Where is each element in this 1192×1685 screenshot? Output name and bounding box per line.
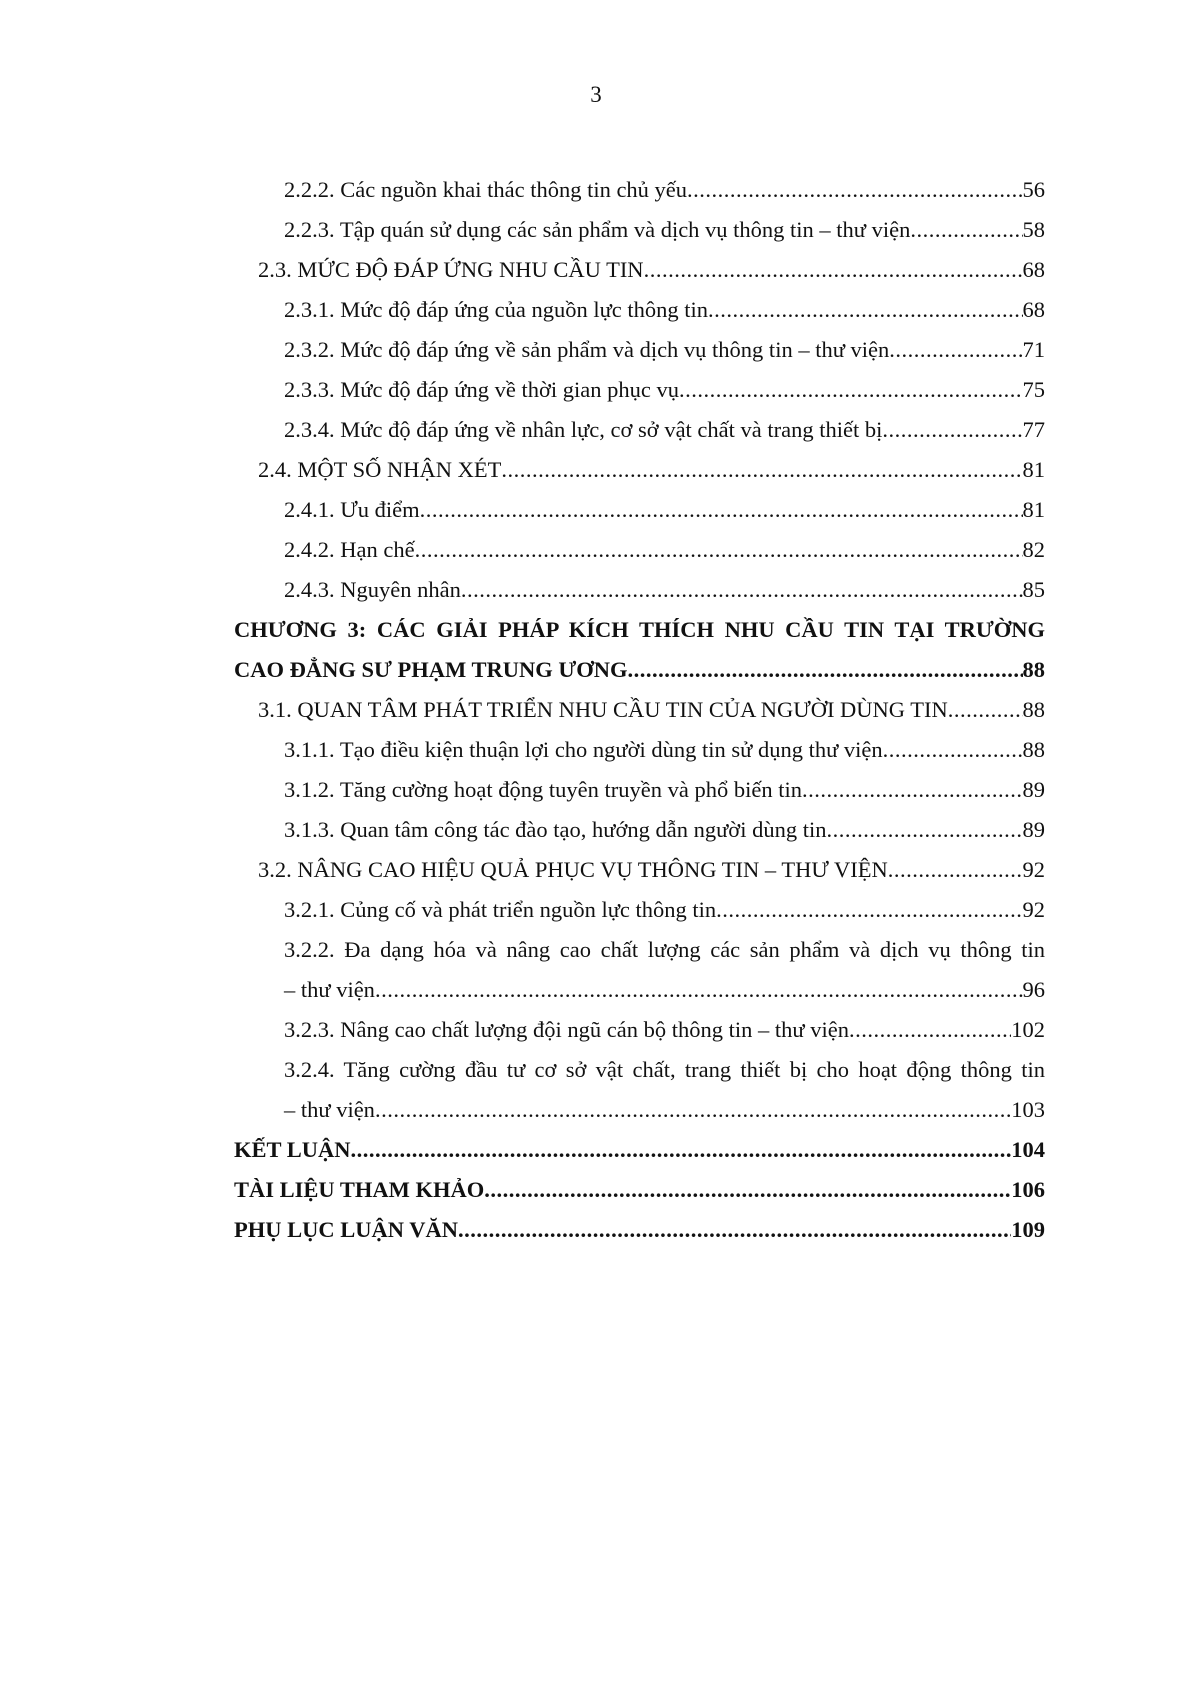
toc-entry-title: 3.1.2. Tăng cường hoạt động tuyên truyền và phổ biến tin	[284, 777, 802, 802]
toc-entry	[234, 1217, 1045, 1257]
toc-dot-leader	[687, 177, 1022, 203]
toc-entry	[234, 297, 1045, 337]
toc-entry-title: 3.1.1. Tạo điều kiện thuận lợi cho người dùng tin sử dụng thư viện	[284, 737, 883, 762]
toc-entry-page: 106	[1011, 1177, 1045, 1202]
toc-entry	[234, 1017, 1045, 1057]
toc-entry-title: 3.1.3. Quan tâm công tác đào tạo, hướng dẫn người dùng tin	[284, 817, 827, 842]
toc-dot-leader	[888, 857, 1023, 883]
toc-entry-page: 71	[1022, 337, 1045, 362]
toc-dot-leader	[883, 737, 1023, 763]
toc-entry-title: 3.2.1. Củng cố và phát triển nguồn lực thông tin	[284, 897, 717, 922]
toc-dot-leader	[501, 457, 1022, 483]
toc-entry	[234, 617, 1045, 657]
toc-entry	[234, 537, 1045, 577]
toc-entry-page: 81	[1022, 457, 1045, 482]
toc-entry-page: 88	[1022, 697, 1045, 722]
toc-entry-title: 3.2.2. Đa dạng hóa và nâng cao chất lượng các sản phẩm và dịch vụ thông tin	[284, 937, 1045, 962]
toc-dot-leader	[948, 697, 1023, 723]
page-number: 3	[590, 82, 602, 107]
toc-dot-leader	[708, 297, 1022, 323]
toc-dot-leader	[849, 1017, 1011, 1043]
toc-entry-page: 85	[1022, 577, 1045, 602]
toc-dot-leader	[826, 817, 1022, 843]
toc-dot-leader	[375, 1097, 1011, 1123]
toc-dot-leader	[679, 377, 1023, 403]
toc-entry-title: KẾT LUẬN	[234, 1137, 351, 1162]
toc-entry	[234, 497, 1045, 537]
toc-dot-leader	[375, 977, 1023, 1003]
toc-entry-page: 68	[1022, 297, 1045, 322]
toc-entry-title: 2.4.1. Ưu điểm	[284, 497, 420, 522]
toc-entry-page: 89	[1022, 777, 1045, 802]
toc-entry-page: 88	[1022, 737, 1045, 762]
toc-entry-page: 77	[1022, 417, 1045, 442]
toc-entry-page: 92	[1022, 857, 1045, 882]
toc-entry	[234, 897, 1045, 937]
toc-dot-leader	[458, 1217, 1011, 1243]
toc-entry-page: 82	[1022, 537, 1045, 562]
toc-entry-page: 102	[1011, 1017, 1045, 1042]
toc-entry	[234, 217, 1045, 257]
toc-entry	[234, 857, 1045, 897]
toc-entry	[234, 257, 1045, 297]
toc-dot-leader	[910, 217, 1022, 243]
toc-entry-page: 88	[1022, 657, 1045, 682]
toc-entry	[234, 337, 1045, 377]
toc-entry	[234, 937, 1045, 977]
toc-entry-title: 2.3.3. Mức độ đáp ứng về thời gian phục vụ	[284, 377, 679, 402]
toc-entry	[234, 1177, 1045, 1217]
toc-entry	[234, 377, 1045, 417]
toc-entry-title: 2.4.2. Hạn chế	[284, 537, 415, 562]
toc-entry-page: 92	[1022, 897, 1045, 922]
toc-dot-leader	[882, 417, 1022, 443]
toc-entry	[234, 777, 1045, 817]
toc-entry-title: 2.3.1. Mức độ đáp ứng của nguồn lực thông tin	[284, 297, 709, 322]
toc-entry-title: 3.1. QUAN TÂM PHÁT TRIỂN NHU CẦU TIN CỦA NGƯỜI DÙNG TIN	[258, 697, 948, 722]
table-of-contents	[234, 177, 1045, 1257]
toc-entry-title: – thư viện	[284, 1097, 375, 1122]
toc-entry-title: 2.3.4. Mức độ đáp ứng về nhân lực, cơ sở vật chất và trang thiết bị	[284, 417, 883, 442]
toc-dot-leader	[420, 497, 1023, 523]
toc-dot-leader	[802, 777, 1023, 803]
toc-entry-page: 89	[1022, 817, 1045, 842]
toc-entry	[234, 737, 1045, 777]
toc-dot-leader	[716, 897, 1022, 923]
toc-entry-page: 68	[1022, 257, 1045, 282]
toc-entry-page: 104	[1011, 1137, 1045, 1162]
toc-entry	[234, 1137, 1045, 1177]
toc-entry-title: 2.4.3. Nguyên nhân	[284, 577, 461, 602]
toc-entry	[234, 417, 1045, 457]
toc-entry-title: TÀI LIỆU THAM KHẢO	[234, 1177, 485, 1202]
toc-dot-leader	[889, 337, 1022, 363]
toc-entry-page: 75	[1022, 377, 1045, 402]
toc-entry-page: 58	[1022, 217, 1045, 242]
toc-entry-title: – thư viện	[284, 977, 375, 1002]
toc-entry-page: 81	[1022, 497, 1045, 522]
toc-entry	[234, 457, 1045, 497]
toc-entry-title: 2.2.3. Tập quán sử dụng các sản phẩm và dịch vụ thông tin – thư viện	[284, 217, 911, 242]
toc-entry-title: 2.2.2. Các nguồn khai thác thông tin chủ yếu	[284, 177, 688, 202]
toc-entry-title: 2.3. MỨC ĐỘ ĐÁP ỨNG NHU CẦU TIN	[258, 257, 644, 282]
toc-entry-title: 2.3.2. Mức độ đáp ứng về sản phẩm và dịch vụ thông tin – thư viện	[284, 337, 890, 362]
toc-entry-page: 96	[1022, 977, 1045, 1002]
toc-dot-leader	[415, 537, 1023, 563]
toc-entry-title: CAO ĐẲNG SƯ PHẠM TRUNG ƯƠNG	[234, 657, 628, 682]
toc-entry	[234, 817, 1045, 857]
toc-entry	[234, 577, 1045, 617]
toc-entry-title: CHƯƠNG 3: CÁC GIẢI PHÁP KÍCH THÍCH NHU CẦU TIN TẠI TRƯỜNG	[234, 617, 1045, 642]
toc-entry-title: 3.2. NÂNG CAO HIỆU QUẢ PHỤC VỤ THÔNG TIN – THƯ VIỆN	[258, 857, 888, 882]
toc-entry	[234, 177, 1045, 217]
toc-entry-page: 109	[1011, 1217, 1045, 1242]
toc-dot-leader	[351, 1137, 1012, 1163]
toc-entry-title: PHỤ LỤC LUẬN VĂN	[234, 1217, 458, 1242]
toc-entry-title: 3.2.3. Nâng cao chất lượng đội ngũ cán bộ thông tin – thư viện	[284, 1017, 849, 1042]
toc-dot-leader	[461, 577, 1023, 603]
toc-entry-title: 2.4. MỘT SỐ NHẬN XÉT	[258, 457, 502, 482]
toc-entry-page: 56	[1022, 177, 1045, 202]
toc-dot-leader	[644, 257, 1023, 283]
toc-entry	[234, 1097, 1045, 1137]
toc-entry	[234, 1057, 1045, 1097]
toc-entry-page: 103	[1011, 1097, 1045, 1122]
toc-entry	[234, 977, 1045, 1017]
toc-dot-leader	[484, 1177, 1011, 1203]
toc-entry-title: 3.2.4. Tăng cường đầu tư cơ sở vật chất, trang thiết bị cho hoạt động thông tin	[284, 1057, 1045, 1082]
toc-entry	[234, 697, 1045, 737]
toc-dot-leader	[628, 657, 1023, 683]
toc-entry	[234, 657, 1045, 697]
